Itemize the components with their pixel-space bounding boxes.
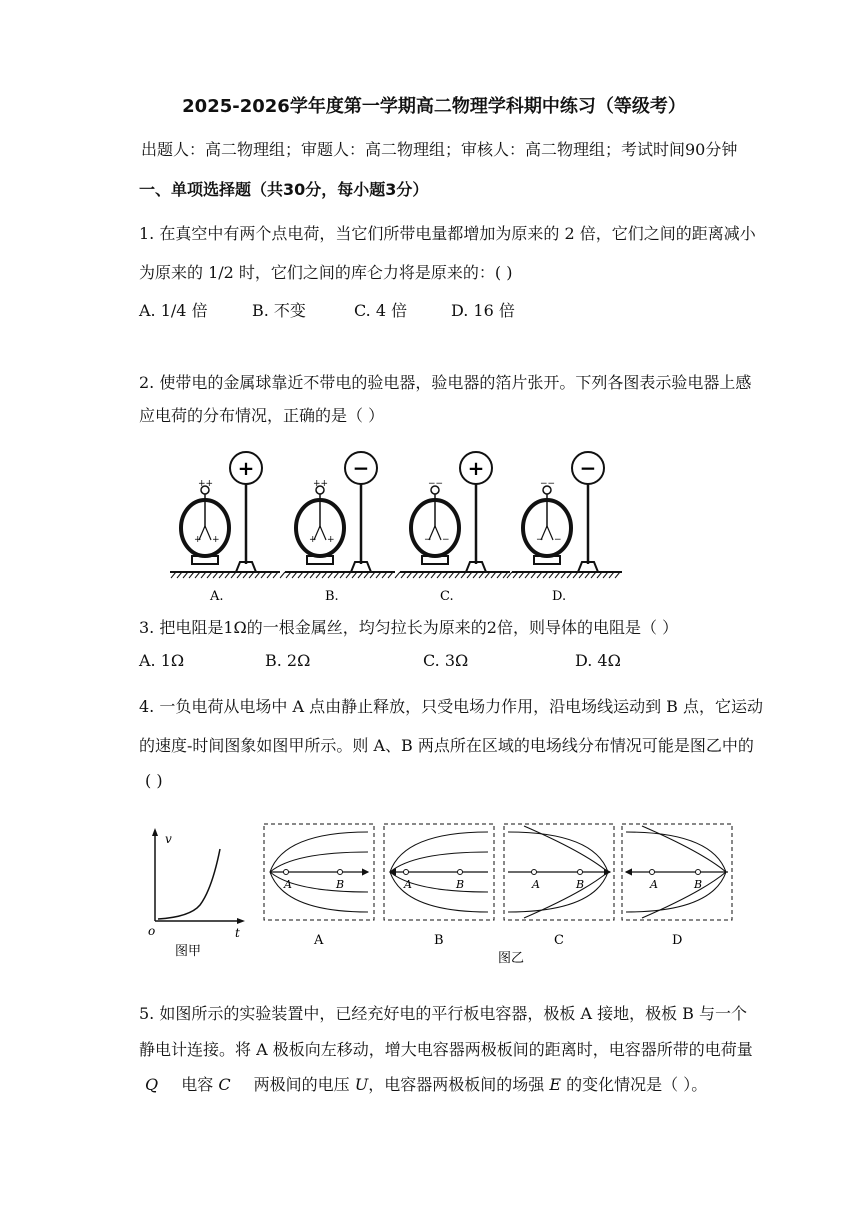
figure-label: D. [552,589,567,604]
point-a-label: A [532,878,540,891]
point-a-label: A [404,878,412,891]
q1-option-b: B. 不变 [252,301,306,320]
panel-label: C [554,933,564,948]
knob-charge: −− [428,479,444,489]
graph-xlabel: t [235,926,240,940]
field-line [270,852,368,872]
exam-meta: 出题人：高二物理组；审题人：高二物理组；审核人：高二物理组；考试时间90分钟 [141,140,738,159]
graph-caption: 图甲 [175,944,202,959]
point-a [650,870,655,875]
q5-text-capacitance: 电容 [181,1075,214,1094]
point-b [578,870,583,875]
leaf-charge: − [442,535,450,545]
q5-text-end: 的变化情况是（ ）。 [566,1075,708,1094]
point-b [458,870,463,875]
point-a [404,870,409,875]
field-line [626,872,726,912]
graph-ylabel: v [165,832,172,846]
point-b [696,870,701,875]
q5-var-c: C [218,1075,231,1094]
point-b [338,870,343,875]
velocity-time-graph [140,825,250,965]
ball-sign: − [352,456,370,480]
knob-charge: −− [540,479,556,489]
point-a-label: A [284,878,292,891]
panel-label: D [672,933,683,948]
x-axis-arrow [237,918,245,924]
q5-var-u: U [354,1075,369,1094]
q5-var-q: Q [145,1075,159,1094]
figure-label: C. [440,589,454,604]
leaf-charge: + [194,535,202,545]
field-panel-C [504,824,614,948]
q5-text-field: ，电容器两极板间的场强 [368,1075,545,1094]
point-a-label: A [650,878,658,891]
q1-option-a: A. 1/4 倍 [139,301,208,320]
q5-text-voltage: 两极间的电压 [253,1075,350,1094]
figure-label: B. [325,589,339,604]
point-b-label: B [456,878,465,891]
ground-hatch [395,572,400,578]
q2-line2: 应电荷的分布情况，正确的是（ ） [139,406,385,425]
field-panel-A [264,824,374,948]
knob-charge: ++ [198,479,214,489]
figure-label: A. [210,589,224,604]
knob-charge: ++ [313,479,329,489]
q5-line3 [145,1072,707,1095]
field-line [626,832,726,872]
page-title: 2025-2026学年度第一学期高二物理学科期中练习（等级考） [182,96,686,117]
point-b-label: B [576,878,585,891]
q1-line2: 为原来的 1/2 时，它们之间的库仑力将是原来的：( ) [139,263,513,282]
field-panel-B [384,824,494,948]
leaf-charge: + [212,535,220,545]
field-panel-D [622,824,732,948]
q3-option-b: B. 2Ω [265,651,311,670]
ball-sign: + [237,456,255,480]
panel-label: A [314,933,324,948]
electroscope-figure [170,448,640,608]
leaf-charge: + [309,535,317,545]
field-line [508,832,608,872]
field-line-panels [262,822,740,972]
panel-label: B [434,933,444,948]
q3-option-c: C. 3Ω [423,651,469,670]
y-axis-arrow [152,828,158,836]
q1-line1: 1. 在真空中有两个点电荷，当它们所带电量都增加为原来的 2 倍，它们之间的距离减小 [139,224,756,243]
leaf-charge: − [554,535,562,545]
q5-line1: 5. 如图所示的实验装置中，已经充好电的平行板电容器，极板 A 接地，极板 B 与一个 [139,1004,748,1023]
point-a [532,870,537,875]
point-a [284,870,289,875]
electroscope-2 [280,452,395,604]
leaf-charge: + [327,535,335,545]
electroscope-3 [395,452,510,604]
graph-origin: o [148,924,156,938]
field-line [390,852,488,872]
panels-caption: 图乙 [498,951,525,966]
ground-hatch [280,572,285,578]
q4-line1: 4. 一负电荷从电场中 A 点由静止释放，只受电场力作用，沿电场线运动到 B 点，它运动 [139,697,764,716]
q3-option-d: D. 4Ω [575,651,621,670]
electroscope-4 [507,452,622,604]
q1-option-c: C. 4 倍 [354,301,408,320]
q2-line1: 2. 使带电的金属球靠近不带电的验电器，验电器的箔片张开。下列各图表示验电器上感 [139,373,752,392]
point-b-label: B [336,878,345,891]
q1-option-d: D. 16 倍 [451,301,515,320]
point-b-label: B [694,878,703,891]
leaf-charge: − [536,535,544,545]
q3-option-a: A. 1Ω [139,651,185,670]
ball-sign: + [467,456,485,480]
velocity-curve [158,849,220,919]
q5-var-e: E [549,1075,562,1094]
section-heading: 一、单项选择题（共30分，每小题3分） [139,180,429,199]
q4-line2: 的速度-时间图象如图甲所示。则 A、B 两点所在区域的电场线分布情况可能是图乙中的 [139,736,754,755]
ball-sign: − [579,456,597,480]
q5-line2: 静电计连接。将 A 极板向左移动，增大电容器两极板间的距离时，电容器所带的电荷量 [139,1040,753,1059]
q3-line1: 3. 把电阻是1Ω的一根金属丝，均匀拉长为原来的2倍，则导体的电阻是（ ） [139,618,679,637]
field-line [508,872,608,912]
electroscope-1 [170,452,280,604]
leaf-charge: − [424,535,432,545]
q4-line3: ( ) [145,771,163,790]
